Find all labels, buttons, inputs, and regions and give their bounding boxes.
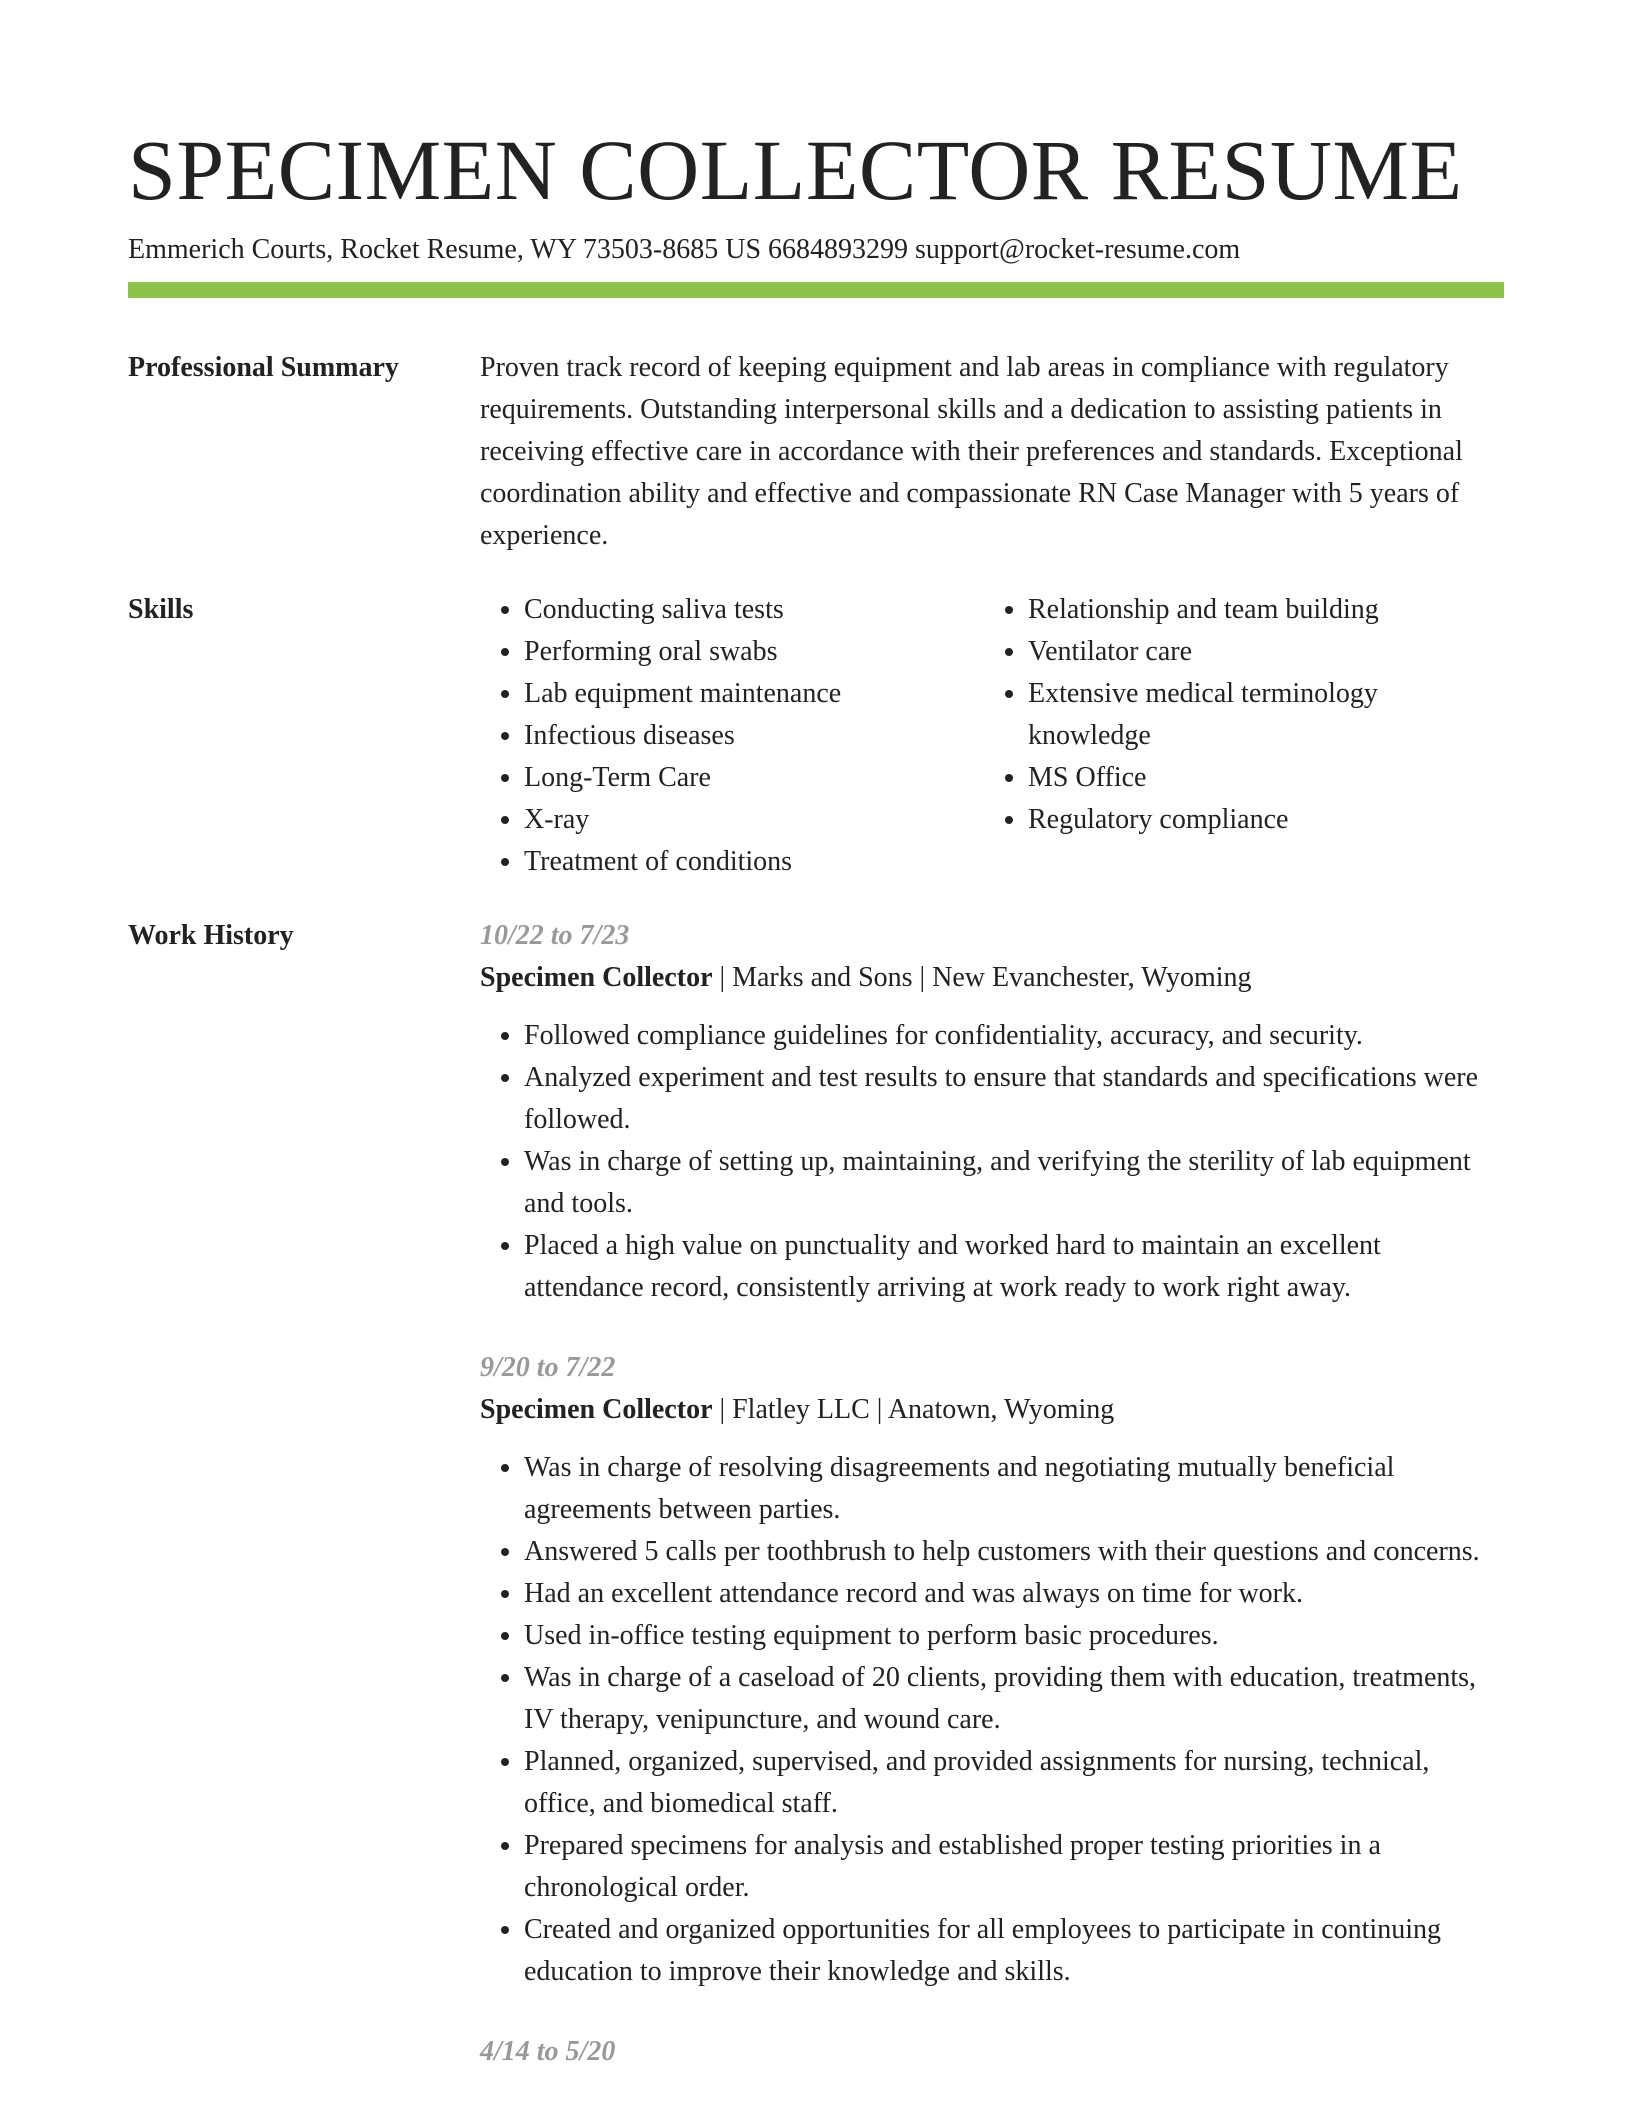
skill-item: • Long-Term Care bbox=[524, 757, 984, 799]
resume-title: SPECIMEN COLLECTOR RESUME bbox=[128, 122, 1463, 218]
job-bullet: • Was in charge of setting up, maintaining, and verifying the sterility of lab equipment and tools. bbox=[524, 1141, 1504, 1225]
skill-item: • X-ray bbox=[524, 799, 984, 841]
summary-label: Professional Summary bbox=[128, 352, 399, 383]
job-heading bbox=[480, 1389, 1504, 1431]
skill-item: • Lab equipment maintenance bbox=[524, 673, 984, 715]
job-details: | Marks and Sons | New Evanchester, Wyoming bbox=[712, 962, 1252, 993]
contact-line: Emmerich Courts, Rocket Resume, WY 73503-8685 US 6684893299 support@rocket-resume.com bbox=[128, 234, 1241, 265]
job-bullet: • Followed compliance guidelines for confidentiality, accuracy, and security. bbox=[524, 1015, 1504, 1057]
work-history-label: Work History bbox=[128, 920, 294, 951]
skill-item: • Treatment of conditions bbox=[524, 841, 984, 883]
accent-divider bbox=[128, 282, 1504, 298]
skill-item: • Extensive medical terminology knowledge bbox=[1028, 673, 1448, 757]
skill-item: • Ventilator care bbox=[1028, 631, 1448, 673]
job-bullet: • Was in charge of a caseload of 20 clients, providing them with education, treatments, IV therapy, venipuncture, and wound care. bbox=[524, 1657, 1504, 1741]
job-bullet: • Analyzed experiment and test results to ensure that standards and specifications were followed. bbox=[524, 1057, 1504, 1141]
job-bullet: • Planned, organized, supervised, and provided assignments for nursing, technical, office, and biomedical staff. bbox=[524, 1741, 1504, 1825]
job-bullet: • Prepared specimens for analysis and established proper testing priorities in a chronological order. bbox=[524, 1825, 1504, 1909]
job-bullet: • Answered 5 calls per toothbrush to help customers with their questions and concerns. bbox=[524, 1531, 1504, 1573]
skills-columns bbox=[480, 589, 1504, 883]
job-bullet: • Placed a high value on punctuality and worked hard to maintain an excellent attendance record, consistently arriving at work ready to work right away. bbox=[524, 1225, 1504, 1309]
skills-list-left bbox=[480, 589, 984, 883]
job-details: | Flatley LLC | Anatown, Wyoming bbox=[712, 1394, 1115, 1425]
job-bullets bbox=[480, 1447, 1504, 1993]
job-dates: 4/14 to 5/20 bbox=[480, 2036, 616, 2067]
job-bullet: • Created and organized opportunities for all employees to participate in continuing education to improve their knowledge and skills. bbox=[524, 1909, 1504, 1993]
work-history-section bbox=[128, 915, 1504, 2111]
job-title: Specimen Collector bbox=[480, 962, 713, 993]
work-history-body bbox=[480, 915, 1504, 2111]
job-entry bbox=[480, 915, 1504, 1309]
job-bullet: • Used in-office testing equipment to perform basic procedures. bbox=[524, 1615, 1504, 1657]
job-bullets bbox=[480, 1015, 1504, 1309]
summary-text: Proven track record of keeping equipment and lab areas in compliance with regulatory requirements. Outstanding interpersonal skills and a dedication to assisting patients in receiving effective care in accordance with their preferences and standards. Exceptional coordination ability and effective and compassionate RN Case Manager with 5 years of experience. bbox=[480, 352, 1463, 551]
skill-item: • Infectious diseases bbox=[524, 715, 984, 757]
job-dates: 9/20 to 7/22 bbox=[480, 1352, 616, 1383]
job-entry bbox=[480, 1347, 1504, 1993]
job-entry bbox=[480, 2031, 1504, 2073]
job-title: Specimen Collector bbox=[480, 1394, 713, 1425]
skills-list-right bbox=[984, 589, 1448, 883]
skill-item: • Performing oral swabs bbox=[524, 631, 984, 673]
skills-label: Skills bbox=[128, 594, 194, 625]
job-heading bbox=[480, 957, 1504, 999]
job-dates: 10/22 to 7/23 bbox=[480, 920, 630, 951]
job-bullet: • Had an excellent attendance record and was always on time for work. bbox=[524, 1573, 1504, 1615]
skill-item: • MS Office bbox=[1028, 757, 1448, 799]
job-bullet: • Was in charge of resolving disagreements and negotiating mutually beneficial agreements between parties. bbox=[524, 1447, 1504, 1531]
summary-section bbox=[128, 347, 1504, 557]
resume-page bbox=[128, 118, 1504, 2111]
skill-item: • Conducting saliva tests bbox=[524, 589, 984, 631]
skill-item: • Relationship and team building bbox=[1028, 589, 1448, 631]
skills-section bbox=[128, 589, 1504, 883]
skill-item: • Regulatory compliance bbox=[1028, 799, 1448, 841]
